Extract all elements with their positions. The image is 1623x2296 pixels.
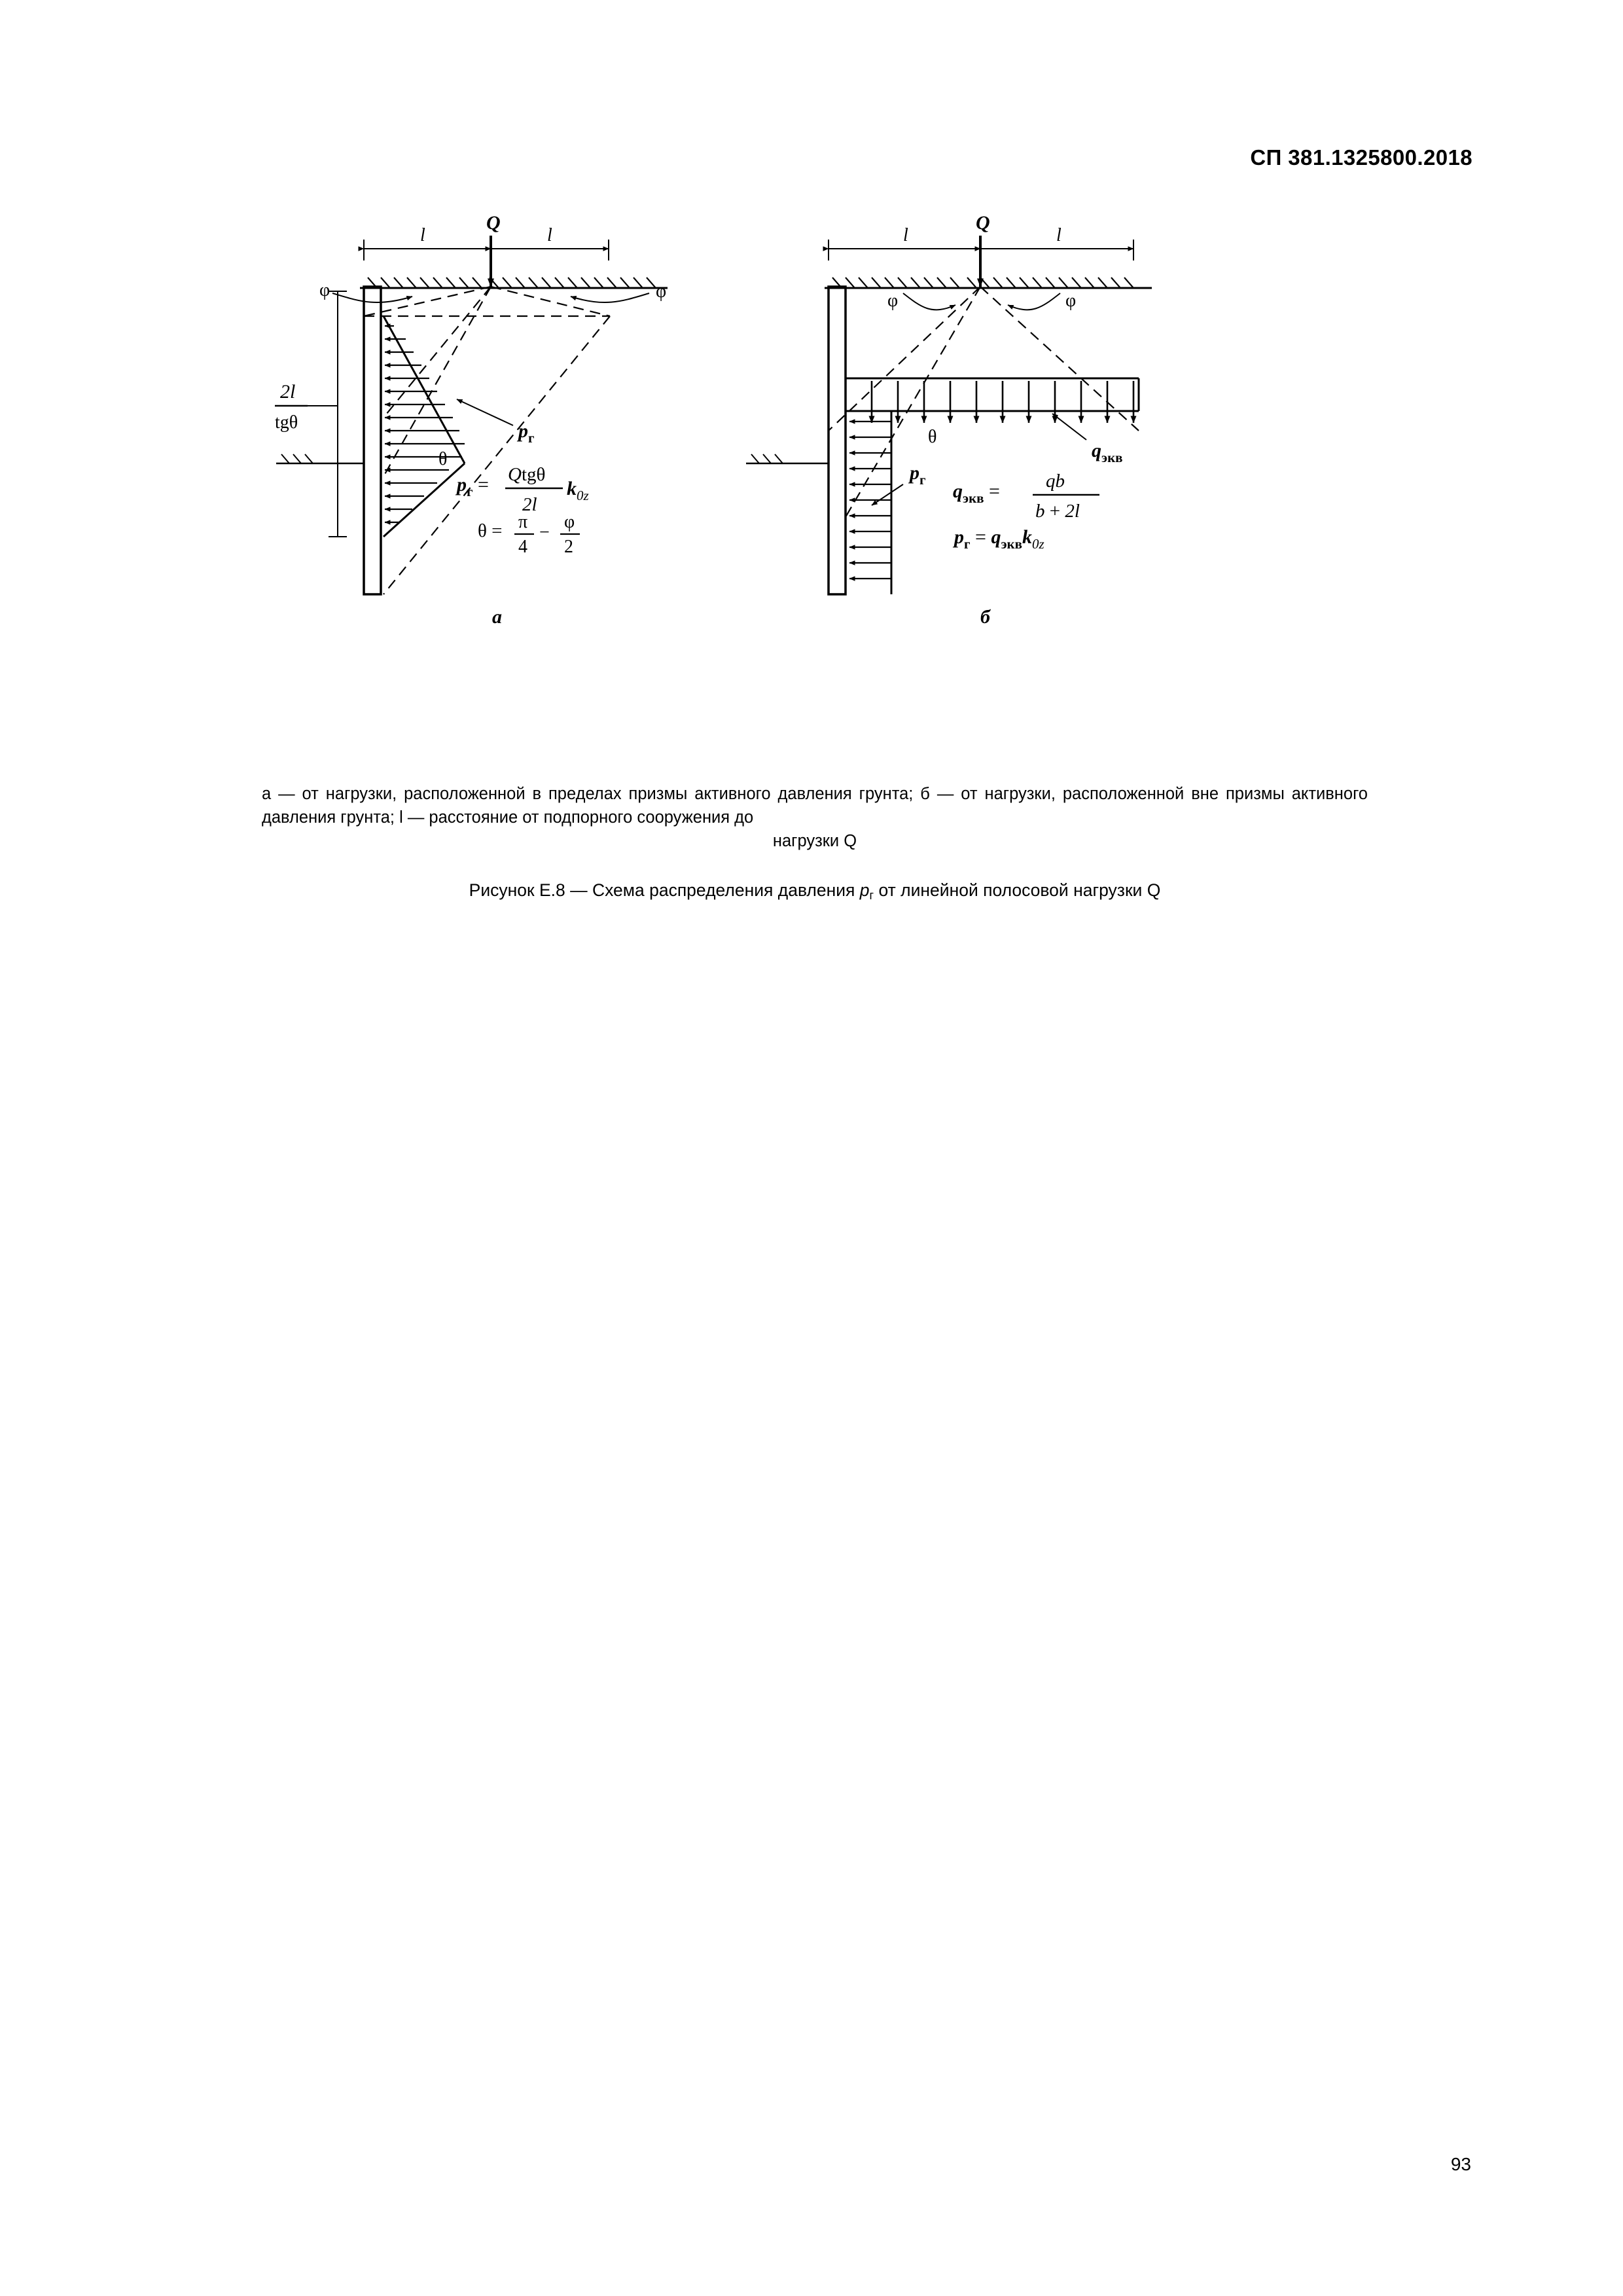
svg-text:b + 2l: b + 2l <box>1035 501 1080 522</box>
svg-text:k0z: $k_{0z}$ <box>567 478 589 503</box>
panel-b-phi-right-label: φ <box>1065 291 1077 311</box>
svg-text:−: − <box>539 522 550 543</box>
figure-title-suffix: от линейной полосовой нагрузки Q <box>874 880 1161 900</box>
svg-text:4: 4 <box>518 537 527 557</box>
figure-title-symbol-p: p <box>859 880 870 900</box>
panel-a-formula-2 <box>478 512 580 557</box>
svg-text:Qtgθ: Qtgθ <box>508 464 546 485</box>
figure-title-symbol-p-sub: г <box>869 889 874 903</box>
page-number: 93 <box>1450 2154 1471 2174</box>
figure-title <box>262 880 1368 903</box>
legend-line-3: нагрузки Q <box>772 832 857 851</box>
svg-text:pг =: $p_г$ = <box>457 474 489 499</box>
figure-drawing <box>249 209 1387 779</box>
panel-a-span-left-label: l <box>420 225 425 245</box>
figure-legend <box>262 782 1368 853</box>
panel-a-formula-1 <box>455 464 589 515</box>
svg-text:2: 2 <box>564 537 573 557</box>
svg-text:φ: φ <box>564 512 575 532</box>
svg-text:2l: 2l <box>522 494 537 515</box>
legend-line-2: расположенной вне призмы активного давления грунта; l — расстояние от подпорного сооружения до <box>262 785 1368 827</box>
document-header-code: СП 381.1325800.2018 <box>1250 145 1472 170</box>
panel-a-label: а <box>492 606 502 628</box>
svg-text:θ =: θ = <box>478 520 503 541</box>
svg-text:tgθ: tgθ <box>275 412 298 433</box>
svg-text:pг = qэквk0z: $p_г = q_{экв}k_{0z}$ <box>954 526 1044 552</box>
panel-b-phi-left-label: φ <box>887 291 899 311</box>
panel-a-depth-fraction <box>275 381 308 433</box>
panel-a-drawing <box>275 212 668 628</box>
panel-b-pressure-label: $p_г$ <box>910 462 926 488</box>
panel-b-theta-label: θ <box>928 427 937 447</box>
panel-b-q-equiv-label: $q_{экв}$ <box>1092 440 1123 465</box>
panel-b-span-left-label: l <box>903 225 908 245</box>
panel-b-span-right-label: l <box>1056 225 1061 245</box>
panel-a-span-right-label: l <box>547 225 552 245</box>
panel-b-drawing <box>746 212 1152 628</box>
panel-b-load-label: Q <box>976 212 990 234</box>
panel-a-phi-right-label: φ <box>656 281 667 302</box>
svg-text:π: π <box>518 512 528 532</box>
panel-a-load-label: Q <box>486 212 501 234</box>
figure-title-prefix: Рисунок Е.8 — Схема распределения давления <box>469 880 860 900</box>
panel-a-phi-left-label: φ <box>319 280 330 300</box>
svg-text:qэкв =: $q_{экв}$ = <box>953 480 1000 506</box>
panel-a-pressure-label: $p_г$ <box>518 420 535 446</box>
panel-b-label: б <box>980 606 990 628</box>
panel-a-theta-label: θ <box>438 449 448 469</box>
figure-E8 <box>249 209 1387 779</box>
panel-b-formula-2 <box>952 526 1044 552</box>
svg-text:qb: qb <box>1046 471 1065 492</box>
panel-b-formula-1 <box>953 471 1099 522</box>
svg-text:2l: 2l <box>280 381 296 403</box>
legend-line-1: а — от нагрузки, расположенной в пределах призмы активного давления грунта; б — от нагрузки, <box>262 785 1056 803</box>
